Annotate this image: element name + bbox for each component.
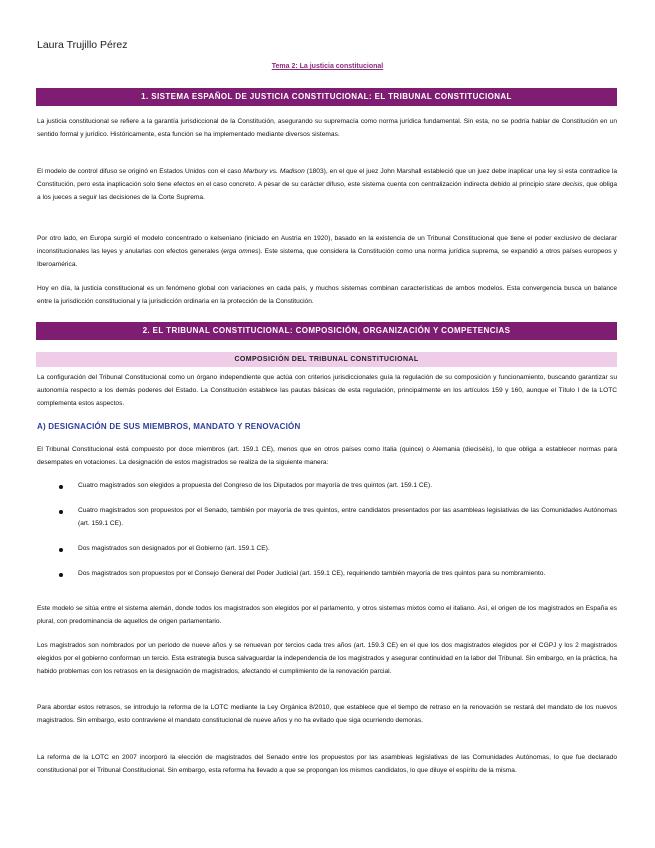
section-2-paragraph-2: El Tribunal Constitucional está compuesto por doce miembros (art. 159.1 CE), menos que en otros países como Italia (quince) o Alemania (dieciséis), lo que obliga a establecer normas para desempates en votaciones. La designación de estos magistrados se realiza de la siguiente manera: bbox=[37, 446, 617, 466]
principle-term: stare decisis bbox=[545, 180, 583, 188]
list-item: Dos magistrados son designados por el Gobierno (art. 159.1 CE). bbox=[78, 545, 270, 552]
section-1-paragraph-3: Por otro lado, en Europa surgió el modelo concentrado o kelseniano (iniciado en Austria en 1920), basado en la existencia de un Tribunal Constitucional que tiene el poder exclusivo de declarar inconstitucionales las leyes y anularlas con efectos generales (erga omnes). Este sistema, que considera la Constitución como una norma jurídica suprema, se expandió a otros países europeos y Iberoamérica. bbox=[37, 235, 617, 268]
author-name: Laura Trujillo Pérez bbox=[37, 39, 128, 51]
list-item: Cuatro magistrados son elegidos a propuesta del Congreso de los Diputados por mayoría de tres quintos (art. 159.1 CE). bbox=[78, 482, 433, 489]
section-1-paragraph-4: Hoy en día, la justicia constitucional es un fenómeno global con variaciones en cada país, y muchos sistemas combinan características de ambos modelos. Esta convergencia busca un balance entre la jurisdicción constitucional y la jurisdicción ordinaria en la protección de la Constitución. bbox=[37, 285, 617, 305]
latin-term: erga omnes bbox=[223, 247, 259, 255]
section-2-paragraph-6: La reforma de la LOTC en 2007 incorporó la elección de magistrados del Senado entre los propuestos por las asambleas legislativas de las Comunidades Autónomas, lo que fue declarado constitucional por el Tribunal Constitucional. Sin embargo, esta reforma ha llevado a que se propongan los mismos candidatos, lo que diluye el espíritu de la misma. bbox=[37, 754, 617, 774]
case-name: Marbury vs. Madison bbox=[243, 168, 305, 175]
topic-title: Tema 2: La justicia constitucional bbox=[271, 63, 384, 70]
subsection-a-heading: A) DESIGNACIÓN DE SUS MIEMBROS, MANDATO Y RENOVACIÓN bbox=[37, 422, 301, 431]
bullet-dot bbox=[59, 548, 63, 552]
section-2-paragraph-5: Para abordar estos retrasos, se introdujo la reforma de la LOTC mediante la Ley Orgánica 8/2010, que establece que el tiempo de retraso en la renovación se restará del mandato de los nuevos magistrados. Sin embargo, esto contraviene el mandato constitucional de nueve años y no ha evitado que siga ocurriendo demoras. bbox=[37, 704, 617, 724]
section-1-paragraph-2: El modelo de control difuso se originó en Estados Unidos con el caso Marbury vs. Madison (1803), en el que el juez John Marshall estableció que un juez debe inaplicar una ley si esta contradice la Constitución, pero esta inaplicación solo tiene efectos en el caso concreto. A pesar de su carácter difuso, este sistema cuenta con centralización indirecta debido al principio stare decisis, que obliga a los jueces a seguir las decisiones de la Corte Suprema. bbox=[37, 168, 617, 201]
section-1-banner: 1. SISTEMA ESPAÑOL DE JUSTICIA CONSTITUCIONAL: EL TRIBUNAL CONSTITUCIONAL bbox=[36, 88, 617, 106]
composition-subheading: COMPOSICIÓN DEL TRIBUNAL CONSTITUCIONAL bbox=[36, 352, 617, 367]
bullet-dot bbox=[59, 573, 63, 577]
list-item: Dos magistrados son propuestos por el Consejo General del Poder Judicial (art. 159.1 CE), requiriendo también mayoría de tres quintos para su nombramiento. bbox=[78, 570, 546, 577]
section-2-paragraph-3: Este modelo se sitúa entre el sistema alemán, donde todos los magistrados son elegidos por el parlamento, y otros sistemas mixtos como el italiano. Así, el origen de los magistrados en España es plural, con predominancia de aquellos de origen parlamentario. bbox=[37, 605, 617, 625]
section-2-paragraph-1: La configuración del Tribunal Constitucional como un órgano independiente que actúa con criterios jurisdiccionales guía la regulación de su composición y funcionamiento, buscando garantizar su autonomía respecto a los demás poderes del Estado. La Constitución establece las pautas básicas de esta regulación, principalmente en los artículos 159 y 160, aunque el Título I de la LOTC complementa estos aspectos. bbox=[37, 374, 617, 407]
section-1-paragraph-1: La justicia constitucional se refiere a la garantía jurisdiccional de la Constitución, asegurando su supremacía como norma jurídica fundamental. Sin esta, no se podría hablar de Constitución en un sentido formal y jurídico. Históricamente, esta función se ha implementado mediante diversos sistemas. bbox=[37, 118, 617, 138]
bullet-dot bbox=[59, 510, 63, 514]
section-2-banner: 2. EL TRIBUNAL CONSTITUCIONAL: COMPOSICIÓN, ORGANIZACIÓN Y COMPETENCIAS bbox=[36, 322, 617, 340]
bullet-dot bbox=[59, 485, 63, 489]
section-2-paragraph-4: Los magistrados son nombrados por un periodo de nueve años y se renuevan por tercios cada tres años (art. 159.3 CE) en el que los dos magistrados elegidos por el CGPJ y los 2 magistrados elegidos por el gobierno conforman un tercio. Esta estrategia busca salvaguardar la independencia de los magistrados y asegurar continuidad en la labor del Tribunal. Sin embargo, en la práctica, ha habido problemas con los retrasos en la designación de magistrados, afectando el cumplimiento de la renovación parcial. bbox=[37, 642, 617, 675]
list-item: Cuatro magistrados son propuestos por el Senado, también por mayoría de tres quintos, entre candidatos presentados por las asambleas legislativas de las Comunidades Autónomas (art. 159.1 CE). bbox=[78, 507, 617, 527]
